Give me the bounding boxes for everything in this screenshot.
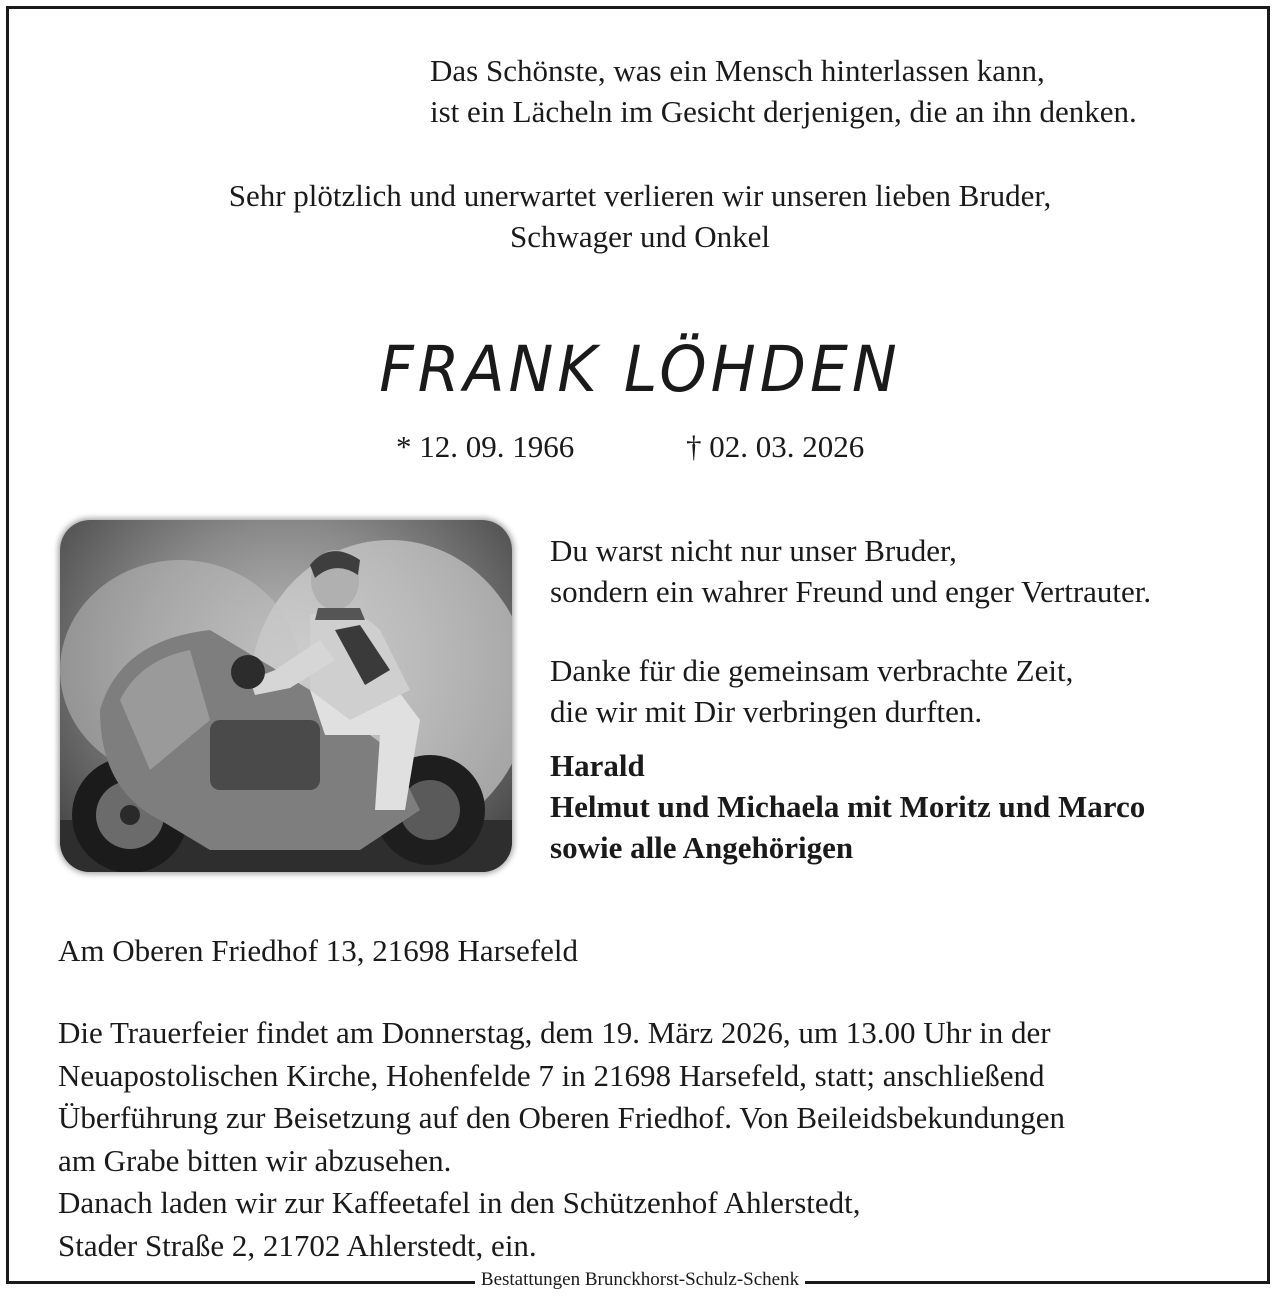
portrait-photo bbox=[60, 520, 512, 872]
funeral-home-credit bbox=[0, 1268, 1280, 1292]
mourner-line-3: sowie alle Angehörigen bbox=[550, 830, 854, 865]
quote-line-1: Das Schönste, was ein Mensch hinterlassen kann, bbox=[430, 53, 1045, 88]
verse-line-3: Danke für die gemeinsam verbrachte Zeit, bbox=[550, 653, 1074, 688]
notice-line-1: Die Trauerfeier findet am Donnerstag, dem 19. März 2026, um 13.00 Uhr in der bbox=[58, 1015, 1051, 1050]
notice-line-3: Überführung zur Beisetzung auf den Oberen Friedhof. Von Beileidsbekundungen bbox=[58, 1100, 1065, 1135]
mourner-line-1: Harald bbox=[550, 748, 645, 783]
notice-line-4: am Grabe bitten wir abzusehen. bbox=[58, 1142, 452, 1178]
birth-date: * 12. 09. 1966 bbox=[396, 429, 575, 464]
intro-line-2: Schwager und Onkel bbox=[510, 219, 770, 254]
verse-line-4: die wir mit Dir verbringen durften. bbox=[550, 694, 983, 729]
verse-line-2: sondern ein wahrer Freund und enger Vertrauter. bbox=[550, 574, 1152, 609]
notice-line-5: Danach laden wir zur Kaffeetafel in den Schützenhof Ahlerstedt, bbox=[58, 1185, 861, 1220]
quote-line-2: ist ein Lächeln im Gesicht derjenigen, die an ihn denken. bbox=[430, 94, 1137, 129]
deceased-name: FRANK LÖHDEN bbox=[379, 333, 901, 407]
funeral-home-name: Bestattungen Brunckhorst-Schulz-Schenk bbox=[475, 1269, 805, 1290]
mourners-list bbox=[550, 745, 1145, 868]
family-address: Am Oberen Friedhof 13, 21698 Harsefeld bbox=[58, 933, 578, 968]
death-date: † 02. 03. 2026 bbox=[686, 429, 865, 464]
verse-block-2 bbox=[550, 650, 1073, 732]
verse-line-1: Du warst nicht nur unser Bruder, bbox=[550, 533, 957, 568]
notice-line-2: Neuapostolischen Kirche, Hohenfelde 7 in 21698 Harsefeld, statt; anschließend bbox=[58, 1057, 1045, 1093]
verse-block-1 bbox=[550, 530, 1151, 612]
notice-line-6: Stader Straße 2, 21702 Ahlerstedt, ein. bbox=[58, 1227, 537, 1263]
intro-line-1: Sehr plötzlich und unerwartet verlieren wir unseren lieben Bruder, bbox=[228, 178, 1052, 213]
memorial-quote bbox=[430, 50, 1137, 132]
motorcycle-rider-illustration bbox=[60, 520, 512, 872]
funeral-notice bbox=[58, 1012, 1065, 1267]
intro-text bbox=[0, 175, 1280, 257]
mourner-line-2: Helmut und Michaela mit Moritz und Marco bbox=[550, 789, 1146, 824]
